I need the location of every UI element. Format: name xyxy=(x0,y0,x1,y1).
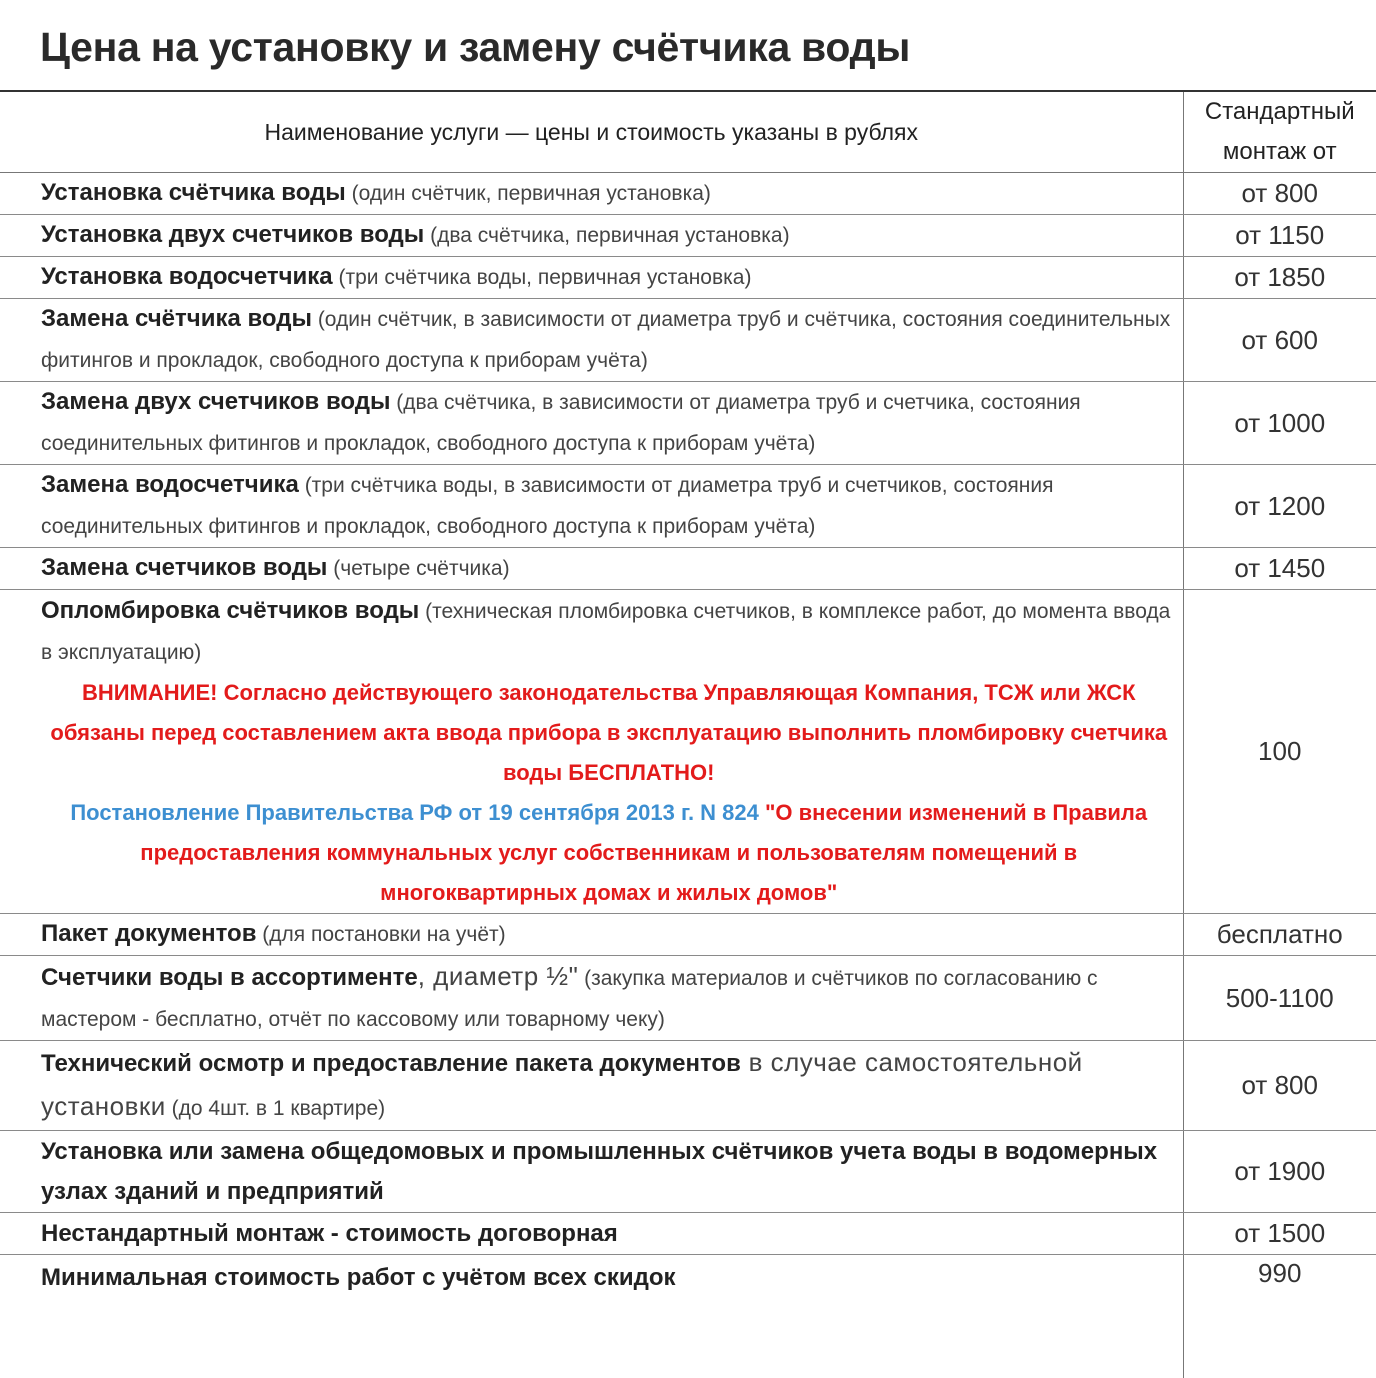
table-row xyxy=(0,215,1376,257)
service-note: (до 4шт. в 1 квартире) xyxy=(166,1097,385,1120)
service-price: от 1000 xyxy=(1183,382,1376,465)
table-row xyxy=(0,465,1376,548)
service-price: от 1500 xyxy=(1183,1213,1376,1255)
service-name-cell xyxy=(0,1255,1183,1378)
table-row xyxy=(0,1213,1376,1255)
service-price: бесплатно xyxy=(1183,914,1376,956)
service-price: 500-1100 xyxy=(1183,956,1376,1041)
service-price: от 1900 xyxy=(1183,1131,1376,1213)
table-row xyxy=(0,548,1376,590)
service-name: Установка или замена общедомовых и промышленных счётчиков учета воды в водомерных узлах зданий и предприятий xyxy=(41,1138,1157,1205)
service-price: 100 xyxy=(1183,590,1376,914)
service-name: Установка двух счетчиков воды xyxy=(41,221,424,248)
service-name-cell xyxy=(0,1041,1183,1131)
header-price-line2: монтаж от xyxy=(1223,138,1337,165)
decree-link[interactable]: Постановление Правительства РФ от 19 сентября 2013 г. N 824 xyxy=(70,800,759,825)
service-price: от 800 xyxy=(1183,173,1376,215)
service-name-cell xyxy=(0,382,1183,465)
service-name-cell xyxy=(0,914,1183,956)
service-note: (один счётчик, в зависимости от диаметра труб и счётчика, состояния соединительных фитингов и прокладок, свободного доступа к приборам учёта) xyxy=(41,308,1170,372)
legal-warning: ВНИМАНИЕ! Согласно действующего законодательства Управляющая Компания, ТСЖ или ЖСК обязаны перед составлением акта ввода прибора в эксплуатацию выполнить пломбировку счетчика воды БЕСПЛАТНО! xyxy=(41,673,1177,793)
service-name: Опломбировка счётчиков воды xyxy=(41,597,419,624)
table-header-row xyxy=(0,91,1376,173)
service-name-cell xyxy=(0,299,1183,382)
service-note: (для постановки на учёт) xyxy=(256,923,505,946)
service-name-cell xyxy=(0,1131,1183,1213)
service-name-cell xyxy=(0,465,1183,548)
service-name-cell xyxy=(0,173,1183,215)
service-note: (два счётчика, первичная установка) xyxy=(424,224,789,247)
service-price: от 1200 xyxy=(1183,465,1376,548)
service-name: Пакет документов xyxy=(41,920,256,947)
service-plain-text: в случае самостоятельной установки xyxy=(41,1047,1083,1121)
service-name-cell xyxy=(0,1213,1183,1255)
service-price: от 1450 xyxy=(1183,548,1376,590)
service-name: Установка водосчетчика xyxy=(41,263,333,290)
service-note: (закупка материалов и счётчиков по согласованию с мастером - бесплатно, отчёт по кассовому или товарному чеку) xyxy=(41,967,1098,1031)
header-price-line1: Стандартный xyxy=(1205,98,1355,125)
table-row xyxy=(0,1041,1376,1131)
decree-reference xyxy=(41,793,1177,913)
service-price: 990 xyxy=(1183,1255,1376,1378)
service-note: (четыре счётчика) xyxy=(327,557,509,580)
service-name: Счетчики воды в ассортименте xyxy=(41,964,418,991)
service-name-cell xyxy=(0,548,1183,590)
service-name-cell xyxy=(0,590,1183,914)
table-row xyxy=(0,1131,1376,1213)
service-note: (три счётчика воды, первичная установка) xyxy=(333,266,752,289)
service-name: Минимальная стоимость работ с учётом всех скидок xyxy=(41,1264,676,1291)
service-note: (два счётчика, в зависимости от диаметра труб и счетчика, состояния соединительных фитингов и прокладок, свободного доступа к приборам учёта) xyxy=(41,391,1081,455)
table-row xyxy=(0,257,1376,299)
service-name: Замена счетчиков воды xyxy=(41,554,327,581)
header-service-name: Наименование услуги — цены и стоимость указаны в рублях xyxy=(0,91,1183,173)
service-name: Замена счётчика воды xyxy=(41,305,312,332)
service-name: Нестандартный монтаж - стоимость договорная xyxy=(41,1220,618,1247)
service-name: Замена двух счетчиков воды xyxy=(41,388,390,415)
service-price: от 600 xyxy=(1183,299,1376,382)
service-price: от 800 xyxy=(1183,1041,1376,1131)
table-row xyxy=(0,299,1376,382)
service-name-cell xyxy=(0,257,1183,299)
service-name: Установка счётчика воды xyxy=(41,179,346,206)
header-price xyxy=(1183,91,1376,173)
service-name: Замена водосчетчика xyxy=(41,471,299,498)
table-row xyxy=(0,173,1376,215)
service-name-cell xyxy=(0,956,1183,1041)
service-price: от 1850 xyxy=(1183,257,1376,299)
table-row xyxy=(0,956,1376,1041)
decree-title: "О внесении изменений в Правила предоставления коммунальных услуг собственникам и пользователям помещений в многоквартирных домах и жилых домов" xyxy=(140,800,1147,905)
service-note: (три счётчика воды, в зависимости от диаметра труб и счетчиков, состояния соединительных фитингов и прокладок, свободного доступа к приборам учёта) xyxy=(41,474,1054,538)
service-note: (техническая пломбировка счетчиков, в комплексе работ, до момента ввода в эксплуатацию) xyxy=(41,600,1170,664)
table-row xyxy=(0,382,1376,465)
table-row xyxy=(0,914,1376,956)
service-price: от 1150 xyxy=(1183,215,1376,257)
service-name-cell xyxy=(0,215,1183,257)
service-note: (один счётчик, первичная установка) xyxy=(346,182,711,205)
table-row xyxy=(0,1255,1376,1378)
service-plain-text: , диаметр ½" xyxy=(418,961,579,991)
page-title: Цена на установку и замену счётчика воды xyxy=(40,24,910,71)
table-row xyxy=(0,590,1376,914)
price-table xyxy=(0,90,1376,1378)
service-name: Технический осмотр и предоставление пакета документов xyxy=(41,1050,741,1077)
